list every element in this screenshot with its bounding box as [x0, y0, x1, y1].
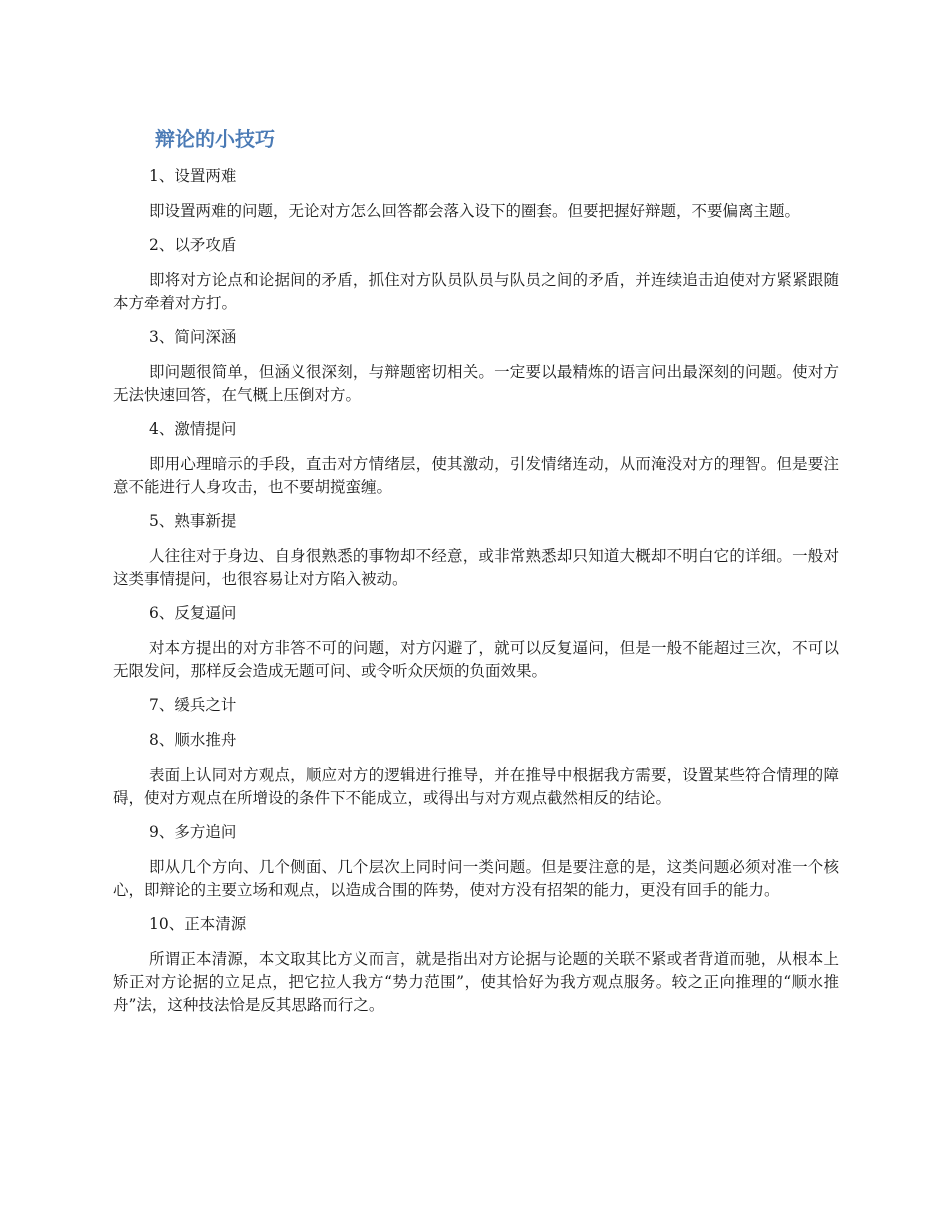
section-body: 即将对方论点和论据间的矛盾，抓住对方队员队员与队员之间的矛盾，并连续追击迫使对方紧紧跟随本方牵着对方打。	[113, 271, 839, 312]
section-10	[113, 913, 839, 1017]
section-body: 所谓正本清源，本文取其比方义而言，就是指出对方论据与论题的关联不紧或者背道而驰，从根本上矫正对方论据的立足点，把它拉人我方“势力范围”，使其恰好为我方观点服务。较之正向推理的“顺水推舟”法，这种技法恰是反其思路而行之。	[113, 950, 839, 1014]
section-3	[113, 326, 839, 407]
section-heading: 8、顺水推舟	[149, 731, 237, 749]
section-heading: 6、反复逼问	[149, 604, 237, 622]
section-heading: 5、熟事新提	[149, 512, 237, 530]
section-heading: 4、激情提问	[149, 420, 237, 438]
section-body: 即问题很简单，但涵义很深刻，与辩题密切相关。一定要以最精炼的语言问出最深刻的问题。使对方无法快速回答，在气概上压倒对方。	[113, 363, 839, 404]
document-page	[113, 124, 839, 1028]
section-body: 对本方提出的对方非答不可的问题，对方闪避了，就可以反复逼问，但是一般不能超过三次，不可以无限发问，那样反会造成无题可问、或令听众厌烦的负面效果。	[113, 639, 839, 680]
section-body: 即从几个方向、几个侧面、几个层次上同时问一类问题。但是要注意的是，这类问题必须对准一个核心，即辩论的主要立场和观点，以造成合围的阵势，使对方没有招架的能力，更没有回手的能力。	[113, 858, 839, 899]
section-heading: 3、简问深涵	[149, 328, 237, 346]
section-heading: 9、多方追问	[149, 823, 237, 841]
section-heading: 2、以矛攻盾	[149, 236, 237, 254]
section-heading: 1、设置两难	[149, 167, 237, 185]
section-6	[113, 602, 839, 683]
section-1	[113, 165, 839, 223]
section-4	[113, 418, 839, 499]
section-body: 即用心理暗示的手段，直击对方情绪层，使其激动，引发情绪连动，从而淹没对方的理智。但是要注意不能进行人身攻击，也不要胡搅蛮缠。	[113, 455, 839, 496]
section-heading: 7、缓兵之计	[149, 696, 237, 714]
section-body: 即设置两难的问题，无论对方怎么回答都会落入设下的圈套。但要把握好辩题，不要偏离主题。	[149, 202, 801, 220]
section-heading: 10、正本清源	[149, 915, 247, 933]
section-7	[113, 694, 839, 716]
section-body: 人往往对于身边、自身很熟悉的事物却不经意，或非常熟悉却只知道大概却不明白它的详细。一般对这类事情提问，也很容易让对方陷入被动。	[113, 547, 839, 588]
section-body: 表面上认同对方观点，顺应对方的逻辑进行推导，并在推导中根据我方需要，设置某些符合情理的障碍，使对方观点在所增设的条件下不能成立，或得出与对方观点截然相反的结论。	[113, 766, 839, 807]
section-2	[113, 234, 839, 315]
section-8	[113, 729, 839, 810]
section-5	[113, 510, 839, 591]
section-9	[113, 821, 839, 902]
document-title: 辩论的小技巧	[155, 127, 275, 151]
